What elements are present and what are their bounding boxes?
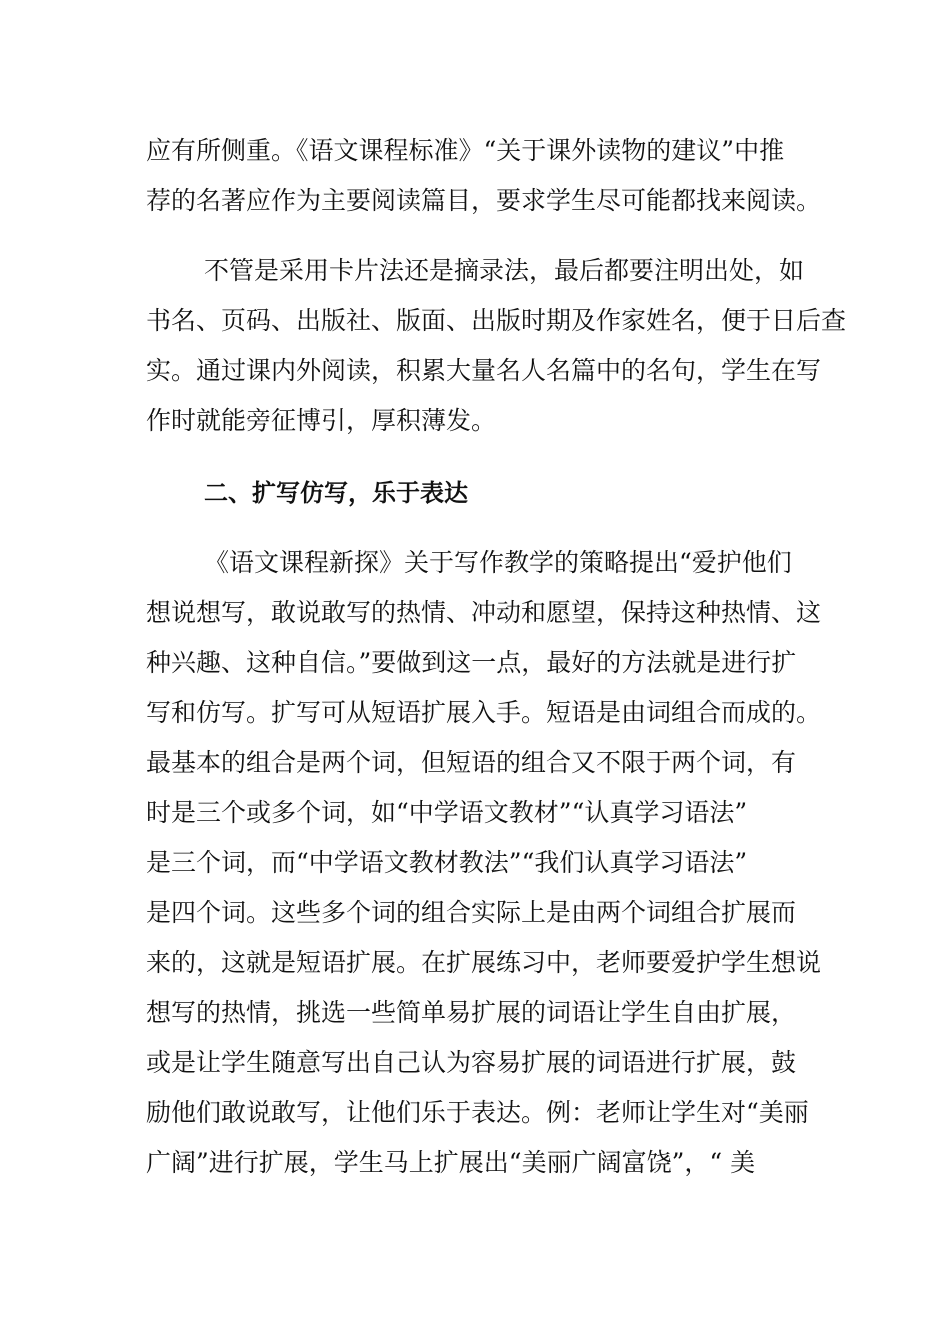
section-heading: 二、扩写仿写，乐于表达 xyxy=(204,479,468,507)
paragraph-3-line-6: 时是三个或多个词，如“中学语文教材”“认真学习语法” xyxy=(146,798,748,827)
paragraph-3-line-13: 广阔”进行扩展，学生马上扩展出“美丽广阔富饶”，“ 美 xyxy=(146,1148,756,1177)
paragraph-3-line-1: 《语文课程新探》关于写作教学的策略提出“爱护他们 xyxy=(204,548,792,577)
paragraph-2-line-4: 作时就能旁征博引，厚积薄发。 xyxy=(146,406,497,435)
paragraph-3-line-9: 来的，这就是短语扩展。在扩展练习中，老师要爱护学生想说 xyxy=(146,948,822,977)
paragraph-3-line-2: 想说想写，敢说敢写的热情、冲动和愿望，保持这种热情、这 xyxy=(146,598,822,627)
paragraph-2-line-1: 不管是采用卡片法还是摘录法，最后都要注明出处，如 xyxy=(204,256,805,285)
paragraph-1-line-1: 应有所侧重。《语文课程标准》“关于课外读物的建议”中推 xyxy=(146,136,785,165)
paragraph-3-line-8: 是四个词。这些多个词的组合实际上是由两个词组合扩展而 xyxy=(146,898,797,927)
paragraph-2-line-3: 实。通过课内外阅读，积累大量名人名篇中的名句，学生在写 xyxy=(146,356,822,385)
paragraph-3-line-4: 写和仿写。扩写可从短语扩展入手。短语是由词组合而成的。 xyxy=(146,698,822,727)
paragraph-1-line-2: 荐的名著应作为主要阅读篇目，要求学生尽可能都找来阅读。 xyxy=(146,186,822,215)
paragraph-3-line-7: 是三个词，而“中学语文教材教法”“我们认真学习语法” xyxy=(146,848,748,877)
paragraph-3-line-11: 或是让学生随意写出自己认为容易扩展的词语进行扩展，鼓 xyxy=(146,1048,797,1077)
paragraph-3-line-10: 想写的热情，挑选一些简单易扩展的词语让学生自由扩展， xyxy=(146,998,797,1027)
paragraph-3-line-3: 种兴趣、这种自信。”要做到这一点，最好的方法就是进行扩 xyxy=(146,648,797,677)
paragraph-3-line-12: 励他们敢说敢写，让他们乐于表达。例：老师让学生对“美丽 xyxy=(146,1098,809,1127)
paragraph-3-line-5: 最基本的组合是两个词，但短语的组合又不限于两个词，有 xyxy=(146,748,797,777)
paragraph-2-line-2: 书名、页码、出版社、版面、出版时期及作家姓名，便于日后查 xyxy=(146,306,847,335)
